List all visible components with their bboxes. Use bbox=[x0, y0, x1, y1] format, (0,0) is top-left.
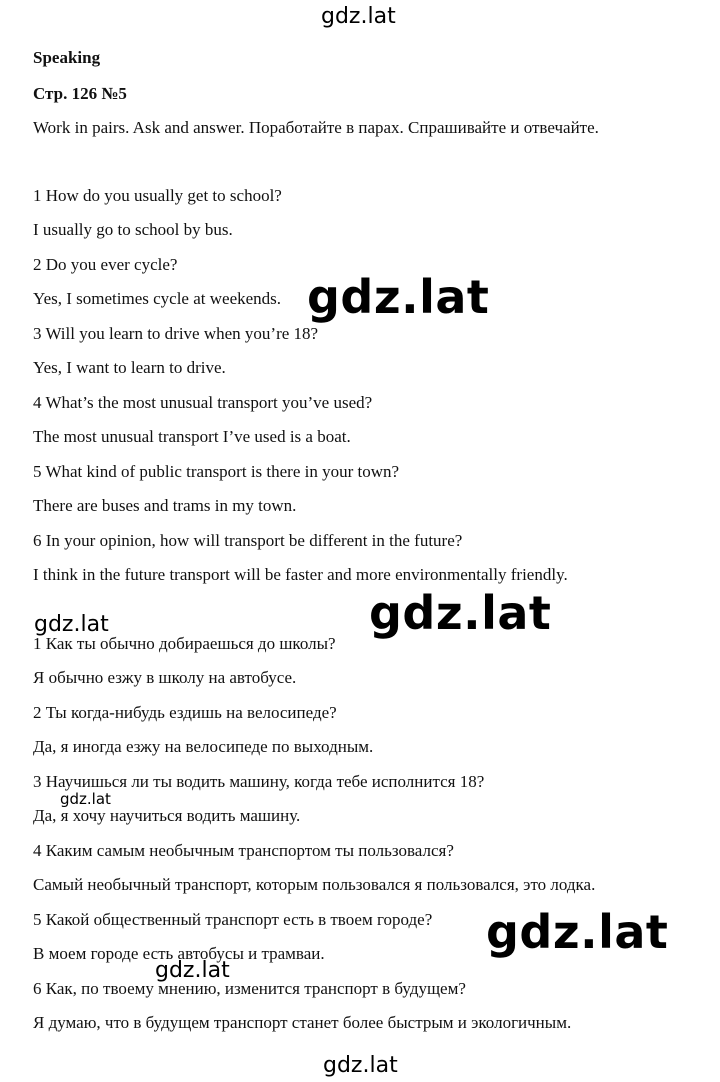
english-question-5: 5 What kind of public transport is there in your town? bbox=[33, 462, 400, 481]
english-answer-6: I think in the future transport will be faster and more environmentally friendly. bbox=[33, 565, 568, 584]
page-reference: Стр. 126 №5 bbox=[33, 84, 127, 103]
watermark-top: gdz.lat bbox=[321, 4, 396, 29]
russian-answer-6: Я думаю, что в будущем транспорт станет более быстрым и экологичным. bbox=[33, 1013, 572, 1032]
section-heading: Speaking bbox=[33, 48, 101, 67]
english-answer-1: I usually go to school by bus. bbox=[33, 220, 233, 239]
watermark-small-2: gdz.lat bbox=[155, 958, 230, 983]
english-answer-3: Yes, I want to learn to drive. bbox=[33, 358, 226, 377]
russian-answer-4: Самый необычный транспорт, которым пользовался я пользовался, это лодка. bbox=[33, 875, 596, 894]
russian-answer-2: Да, я иногда езжу на велосипеде по выходным. bbox=[33, 737, 374, 756]
watermark-bottom: gdz.lat bbox=[323, 1053, 398, 1078]
russian-answer-3: Да, я хочу научиться водить машину. bbox=[33, 806, 301, 825]
english-question-3: 3 Will you learn to drive when you’re 18? bbox=[33, 324, 319, 343]
english-answer-4: The most unusual transport I’ve used is a boat. bbox=[33, 427, 351, 446]
english-question-6: 6 In your opinion, how will transport be different in the future? bbox=[33, 531, 463, 550]
russian-question-4: 4 Каким самым необычным транспортом ты пользовался? bbox=[33, 841, 454, 860]
english-question-4: 4 What’s the most unusual transport you’ve used? bbox=[33, 393, 373, 412]
russian-question-6: 6 Как, по твоему мнению, изменится транспорт в будущем? bbox=[33, 979, 466, 998]
watermark-large-3: gdz.lat bbox=[486, 905, 669, 959]
russian-question-1: 1 Как ты обычно добираешься до школы? bbox=[33, 634, 336, 653]
watermark-large-2: gdz.lat bbox=[369, 586, 552, 640]
watermark-small-1: gdz.lat bbox=[34, 612, 109, 637]
russian-answer-5: В моем городе есть автобусы и трамваи. bbox=[33, 944, 325, 963]
russian-question-3: 3 Научишься ли ты водить машину, когда тебе исполнится 18? bbox=[33, 772, 485, 791]
russian-answer-1: Я обычно езжу в школу на автобусе. bbox=[33, 668, 297, 687]
english-question-1: 1 How do you usually get to school? bbox=[33, 186, 282, 205]
english-question-2: 2 Do you ever cycle? bbox=[33, 255, 178, 274]
watermark-tiny: gdz.lat bbox=[60, 790, 111, 808]
english-answer-5: There are buses and trams in my town. bbox=[33, 496, 297, 515]
russian-question-5: 5 Какой общественный транспорт есть в твоем городе? bbox=[33, 910, 433, 929]
watermark-large-1: gdz.lat bbox=[307, 270, 490, 324]
task-instruction: Work in pairs. Ask and answer. Поработайте в парах. Спрашивайте и отвечайте. bbox=[33, 118, 599, 137]
english-answer-2: Yes, I sometimes cycle at weekends. bbox=[33, 289, 282, 308]
russian-question-2: 2 Ты когда-нибудь ездишь на велосипеде? bbox=[33, 703, 337, 722]
